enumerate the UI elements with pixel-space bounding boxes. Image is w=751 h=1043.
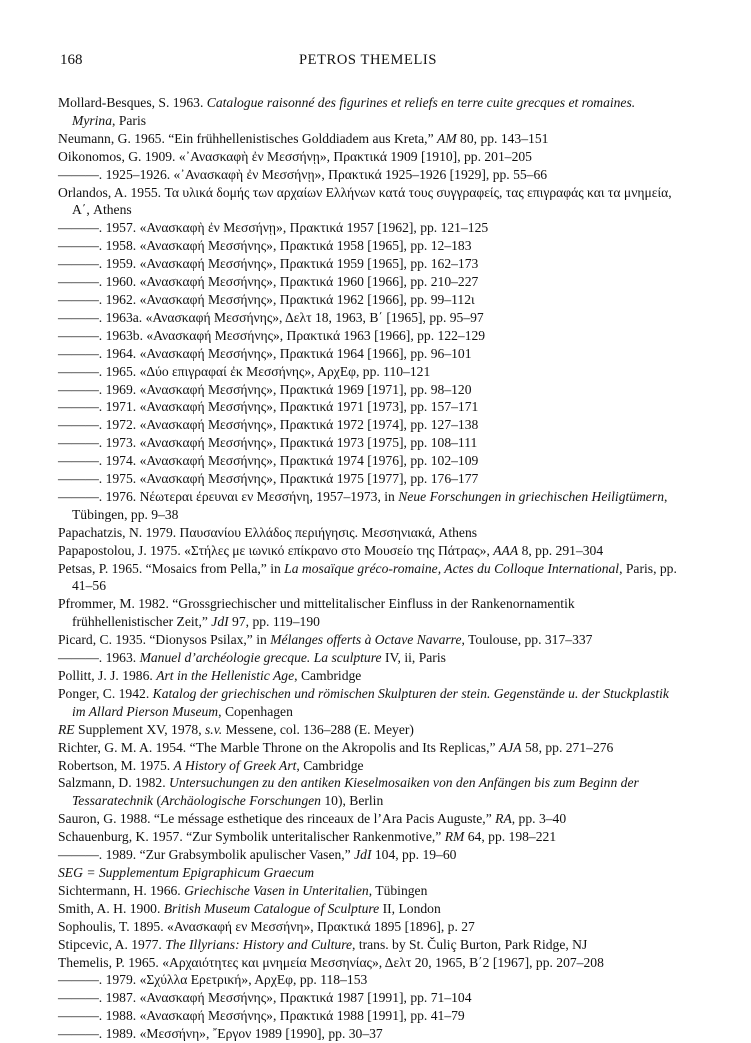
reference-entry — [58, 94, 678, 130]
reference-italic-segment: Art in the Hellenistic Age — [156, 668, 295, 683]
reference-entry — [58, 184, 678, 220]
reference-text-segment: ———. 1973. «Ανασκαφή Μεσσήνης», Πρακτικά 1973 [1975], pp. 108–111 — [58, 435, 478, 451]
reference-text-segment: Orlandos, A. 1955. Τα υλικά δομής των αρχαίων Ελλήνων κατά τους συγγραφείς, τας επιγραφάς και τα μνημεία, Α΄, Athens — [58, 184, 672, 218]
reference-text-segment: ———. 1987. «Ανασκαφή Μεσσήνης», Πρακτικά 1987 [1991], pp. 71–104 — [58, 990, 472, 1006]
reference-text-segment: ———. 1971. «Ανασκαφή Μεσσήνης», Πρακτικά 1971 [1973], pp. 157–171 — [58, 399, 479, 415]
reference-italic-segment: Griechische Vasen in Unteritalien — [184, 882, 369, 898]
reference-entry — [58, 649, 678, 667]
reference-entry — [58, 255, 678, 273]
reference-text-segment: Oikonomos, G. 1909. «᾿Ανασκαφὴ ἐν Μεσσήνῃ», Πρακτικά 1909 [1910], pp. 201–205 — [58, 148, 532, 164]
reference-text-segment: ———. 1958. «Ανασκαφή Μεσσήνης», Πρακτικά 1958 [1965], pp. 12–183 — [58, 238, 472, 254]
reference-entry — [58, 470, 678, 488]
reference-text-segment: 64, pp. 198–221 — [464, 829, 557, 845]
reference-text-segment: , trans. by St. Čuliç Burton, Park Ridge, NJ — [352, 936, 588, 952]
reference-text-segment: Robertson, M. 1975. — [58, 757, 174, 773]
reference-text-segment: 10), Berlin — [320, 793, 384, 809]
reference-italic-segment: JdI — [211, 614, 229, 630]
reference-text-segment: ———. 1972. «Ανασκαφή Μεσσήνης», Πρακτικά 1972 [1974], pp. 127–138 — [58, 417, 479, 433]
reference-entry — [58, 989, 678, 1007]
reference-italic-segment: RE — [58, 721, 75, 737]
reference-entry — [58, 327, 678, 345]
reference-text-segment: Sophoulis, T. 1895. «Ανασκαφή εν Μεσσήνη», Πρακτικά 1895 [1896], p. 27 — [58, 918, 475, 934]
reference-text-segment: , Paris, pp. 41–56 — [72, 560, 677, 594]
bibliography-page — [58, 52, 678, 1043]
reference-text-segment: ———. 1969. «Ανασκαφή Μεσσήνης», Πρακτικά 1969 [1971], pp. 98–120 — [58, 381, 472, 397]
reference-italic-segment: Catalogue raisonné des figurines et reliefs en terre cuite grecques et romaines. Myrina — [72, 95, 636, 128]
reference-entry — [58, 810, 678, 828]
reference-text-segment: 8, pp. 291–304 — [518, 542, 604, 558]
reference-text-segment: , Cambridge — [296, 757, 364, 773]
reference-text-segment: Richter, G. M. A. 1954. “The Marble Throne on the Akropolis and Its Replicas,” — [58, 739, 499, 755]
reference-entry — [58, 936, 678, 954]
reference-text-segment: Supplement XV, 1978, — [74, 721, 206, 737]
reference-text-segment: ———. 1976. Νέωτεραι έρευναι εν Μεσσήνη, 1957–1973, in — [58, 488, 399, 504]
reference-text-segment: ( — [153, 793, 161, 809]
reference-entry — [58, 560, 678, 596]
reference-text-segment: ———. 1963a. «Ανασκαφή Μεσσήνης», Δελτ 18, 1963, Β΄ [1965], pp. 95–97 — [58, 309, 484, 325]
reference-italic-segment: RM — [444, 829, 465, 845]
reference-text-segment: Petsas, P. 1965. “Mosaics from Pella,” in — [58, 560, 285, 576]
reference-entry — [58, 846, 678, 864]
reference-text-segment: 58, pp. 271–276 — [521, 739, 614, 755]
reference-italic-segment: Untersuchungen zu den antiken Kieselmosaiken von den Anfängen bis zum Beginn der Tessaratechnik — [72, 775, 639, 809]
reference-text-segment: ———. 1925–1926. «᾿Ανασκαφὴ ἐν Μεσσήνῃ», Πρακτικά 1925–1926 [1929], pp. 55–66 — [58, 166, 548, 182]
reference-entry — [58, 542, 678, 560]
reference-text-segment: ———. 1979. «Σχύλλα Ερετρική», ΑρχΕφ, pp. 118–153 — [58, 972, 368, 988]
reference-entry — [58, 309, 678, 327]
reference-text-segment: Schauenburg, K. 1957. “Zur Symbolik unteritalischer Rankenmotive,” — [58, 829, 445, 845]
reference-text-segment: Pfrommer, M. 1982. “Grossgriechischer und mittelitalischer Einfluss in der Rankenornamentik frühhellenistischer Zeit,” — [58, 596, 575, 630]
reference-list — [58, 94, 678, 1043]
reference-text-segment: ———. 1964. «Ανασκαφή Μεσσήνης», Πρακτικά 1964 [1966], pp. 96–101 — [58, 345, 472, 361]
reference-text-segment: , Paris — [112, 112, 147, 128]
reference-entry — [58, 631, 678, 649]
reference-text-segment: , Copenhagen — [218, 703, 293, 719]
reference-entry — [58, 148, 678, 166]
reference-entry — [58, 667, 678, 685]
reference-text-segment: , Tübingen — [368, 882, 428, 898]
page-header — [58, 52, 678, 74]
reference-text-segment: Sauron, G. 1988. “Le méssage esthetique des rinceaux de l’Ara Pacis Auguste,” — [58, 811, 496, 827]
reference-entry — [58, 398, 678, 416]
reference-text-segment: 80, pp. 143–151 — [456, 130, 549, 146]
reference-text-segment: ———. 1959. «Ανασκαφή Μεσσήνης», Πρακτικά 1959 [1965], pp. 162–173 — [58, 256, 479, 272]
reference-entry — [58, 739, 678, 757]
running-head: PETROS THEMELIS — [298, 52, 438, 68]
reference-text-segment: Messene, col. 136–288 (E. Meyer) — [222, 721, 414, 737]
reference-entry — [58, 757, 678, 775]
page-number: 168 — [60, 52, 83, 68]
reference-entry — [58, 219, 678, 237]
reference-text-segment: , Toulouse, pp. 317–337 — [461, 632, 593, 648]
reference-entry — [58, 918, 678, 936]
reference-entry — [58, 363, 678, 381]
reference-text-segment: Themelis, P. 1965. «Αρχαιότητες και μνημεία Μεσσηνίας», Δελτ 20, 1965, Β΄2 [1967], pp. 207–208 — [58, 954, 604, 970]
reference-entry — [58, 595, 678, 631]
reference-text-segment: , Cambridge — [294, 668, 362, 683]
reference-italic-segment: La mosaïque gréco-romaine, Actes du Colloque International — [284, 560, 620, 576]
reference-entry — [58, 345, 678, 363]
reference-text-segment: ———. 1960. «Ανασκαφή Μεσσήνης», Πρακτικά 1960 [1966], pp. 210–227 — [58, 274, 479, 290]
reference-text-segment: Pollitt, J. J. 1986. — [58, 668, 157, 683]
reference-italic-segment: Neue Forschungen in griechischen Heiligtümern — [398, 488, 665, 504]
reference-text-segment: IV, ii, Paris — [381, 650, 446, 666]
reference-entry — [58, 954, 678, 972]
reference-text-segment: ———. 1988. «Ανασκαφή Μεσσήνης», Πρακτικά 1988 [1991], pp. 41–79 — [58, 1008, 465, 1024]
reference-entry — [58, 381, 678, 399]
reference-italic-segment: AM — [437, 130, 457, 146]
reference-italic-segment: JdI — [354, 847, 372, 863]
reference-italic-segment: Katalog der griechischen und römischen Skulpturen der stein. Gegenstände u. der Stuckplastik im Allard Pierson Museum — [72, 685, 669, 719]
reference-text-segment: ———. 1975. «Ανασκαφή Μεσσήνης», Πρακτικά 1975 [1977], pp. 176–177 — [58, 471, 479, 487]
reference-text-segment: II, London — [379, 900, 441, 916]
reference-text-segment: Papapostolou, J. 1975. «Στήλες με ιωνικό επίκρανο στο Μουσείο της Πάτρας», — [58, 542, 494, 558]
reference-entry — [58, 971, 678, 989]
reference-entry — [58, 1007, 678, 1025]
reference-entry — [58, 774, 678, 810]
reference-text-segment: ———. 1965. «Δύο επιγραφαί ἐκ Μεσσήνης», ΑρχΕφ, pp. 110–121 — [58, 363, 431, 379]
reference-entry — [58, 166, 678, 184]
reference-italic-segment: Archäologische Forschungen — [161, 793, 321, 809]
reference-entry — [58, 237, 678, 255]
reference-text-segment: ———. 1962. «Ανασκαφή Μεσσήνης», Πρακτικά 1962 [1966], pp. 99–112ι — [58, 291, 475, 307]
reference-text-segment: , Tübingen, pp. 9–38 — [72, 488, 668, 522]
reference-text-segment: ———. 1957. «Ανασκαφὴ ἐν Μεσσήνῃ», Πρακτικά 1957 [1962], pp. 121–125 — [58, 220, 489, 236]
reference-text-segment: Mollard-Besques, S. 1963. — [58, 95, 207, 110]
reference-italic-segment: AJA — [498, 739, 522, 755]
reference-entry — [58, 488, 678, 524]
reference-italic-segment: A History of Greek Art — [173, 757, 297, 773]
reference-text-segment: Salzmann, D. 1982. — [58, 775, 170, 791]
reference-entry — [58, 130, 678, 148]
reference-text-segment: 104, pp. 19–60 — [371, 847, 457, 863]
reference-text-segment: Sichtermann, H. 1966. — [58, 882, 185, 898]
reference-italic-segment: British Museum Catalogue of Sculpture — [163, 900, 380, 916]
reference-entry — [58, 685, 678, 721]
reference-entry — [58, 864, 678, 882]
reference-entry — [58, 273, 678, 291]
reference-text-segment: Ponger, C. 1942. — [58, 685, 153, 701]
reference-text-segment: Smith, A. H. 1900. — [58, 900, 164, 916]
reference-entry — [58, 416, 678, 434]
reference-italic-segment: SEG = Supplementum Epigraphicum Graecum — [58, 864, 315, 880]
reference-italic-segment: Manuel d’archéologie grecque. La sculpture — [139, 650, 382, 666]
reference-entry — [58, 828, 678, 846]
reference-text-segment: ———. 1989. «Μεσσήνη», ῎Εργον 1989 [1990], pp. 30–37 — [58, 1026, 383, 1042]
reference-text-segment: , pp. 3–40 — [511, 811, 567, 827]
reference-text-segment: Picard, C. 1935. “Dionysos Psilax,” in — [58, 632, 271, 648]
reference-text-segment: Papachatzis, N. 1979. Παυσανίου Ελλάδος περιήγησις. Μεσσηνιακά, Athens — [58, 524, 478, 540]
reference-italic-segment: Mélanges offerts à Octave Navarre — [270, 632, 462, 648]
reference-entry — [58, 452, 678, 470]
reference-text-segment: Neumann, G. 1965. “Ein frühhellenistisches Golddiadem aus Kreta,” — [58, 130, 438, 146]
reference-italic-segment: AAA — [493, 542, 519, 558]
reference-text-segment: ———. 1963b. «Ανασκαφή Μεσσήνης», Πρακτικά 1963 [1966], pp. 122–129 — [58, 327, 486, 343]
reference-italic-segment: s.v. — [205, 721, 223, 737]
reference-entry — [58, 1025, 678, 1043]
reference-text-segment: Stipcevic, A. 1977. — [58, 936, 166, 952]
reference-italic-segment: The Illyrians: History and Culture — [165, 936, 353, 952]
reference-entry — [58, 291, 678, 309]
reference-entry — [58, 524, 678, 542]
reference-text-segment: ———. 1989. “Zur Grabsymbolik apulischer Vasen,” — [58, 847, 355, 863]
reference-entry — [58, 721, 678, 739]
reference-text-segment: ———. 1974. «Ανασκαφή Μεσσήνης», Πρακτικά 1974 [1976], pp. 102–109 — [58, 453, 479, 469]
reference-entry — [58, 882, 678, 900]
reference-text-segment: 97, pp. 119–190 — [228, 614, 320, 630]
reference-italic-segment: RA — [495, 811, 512, 827]
reference-entry — [58, 434, 678, 452]
reference-text-segment: ———. 1963. — [58, 650, 140, 666]
reference-entry — [58, 900, 678, 918]
